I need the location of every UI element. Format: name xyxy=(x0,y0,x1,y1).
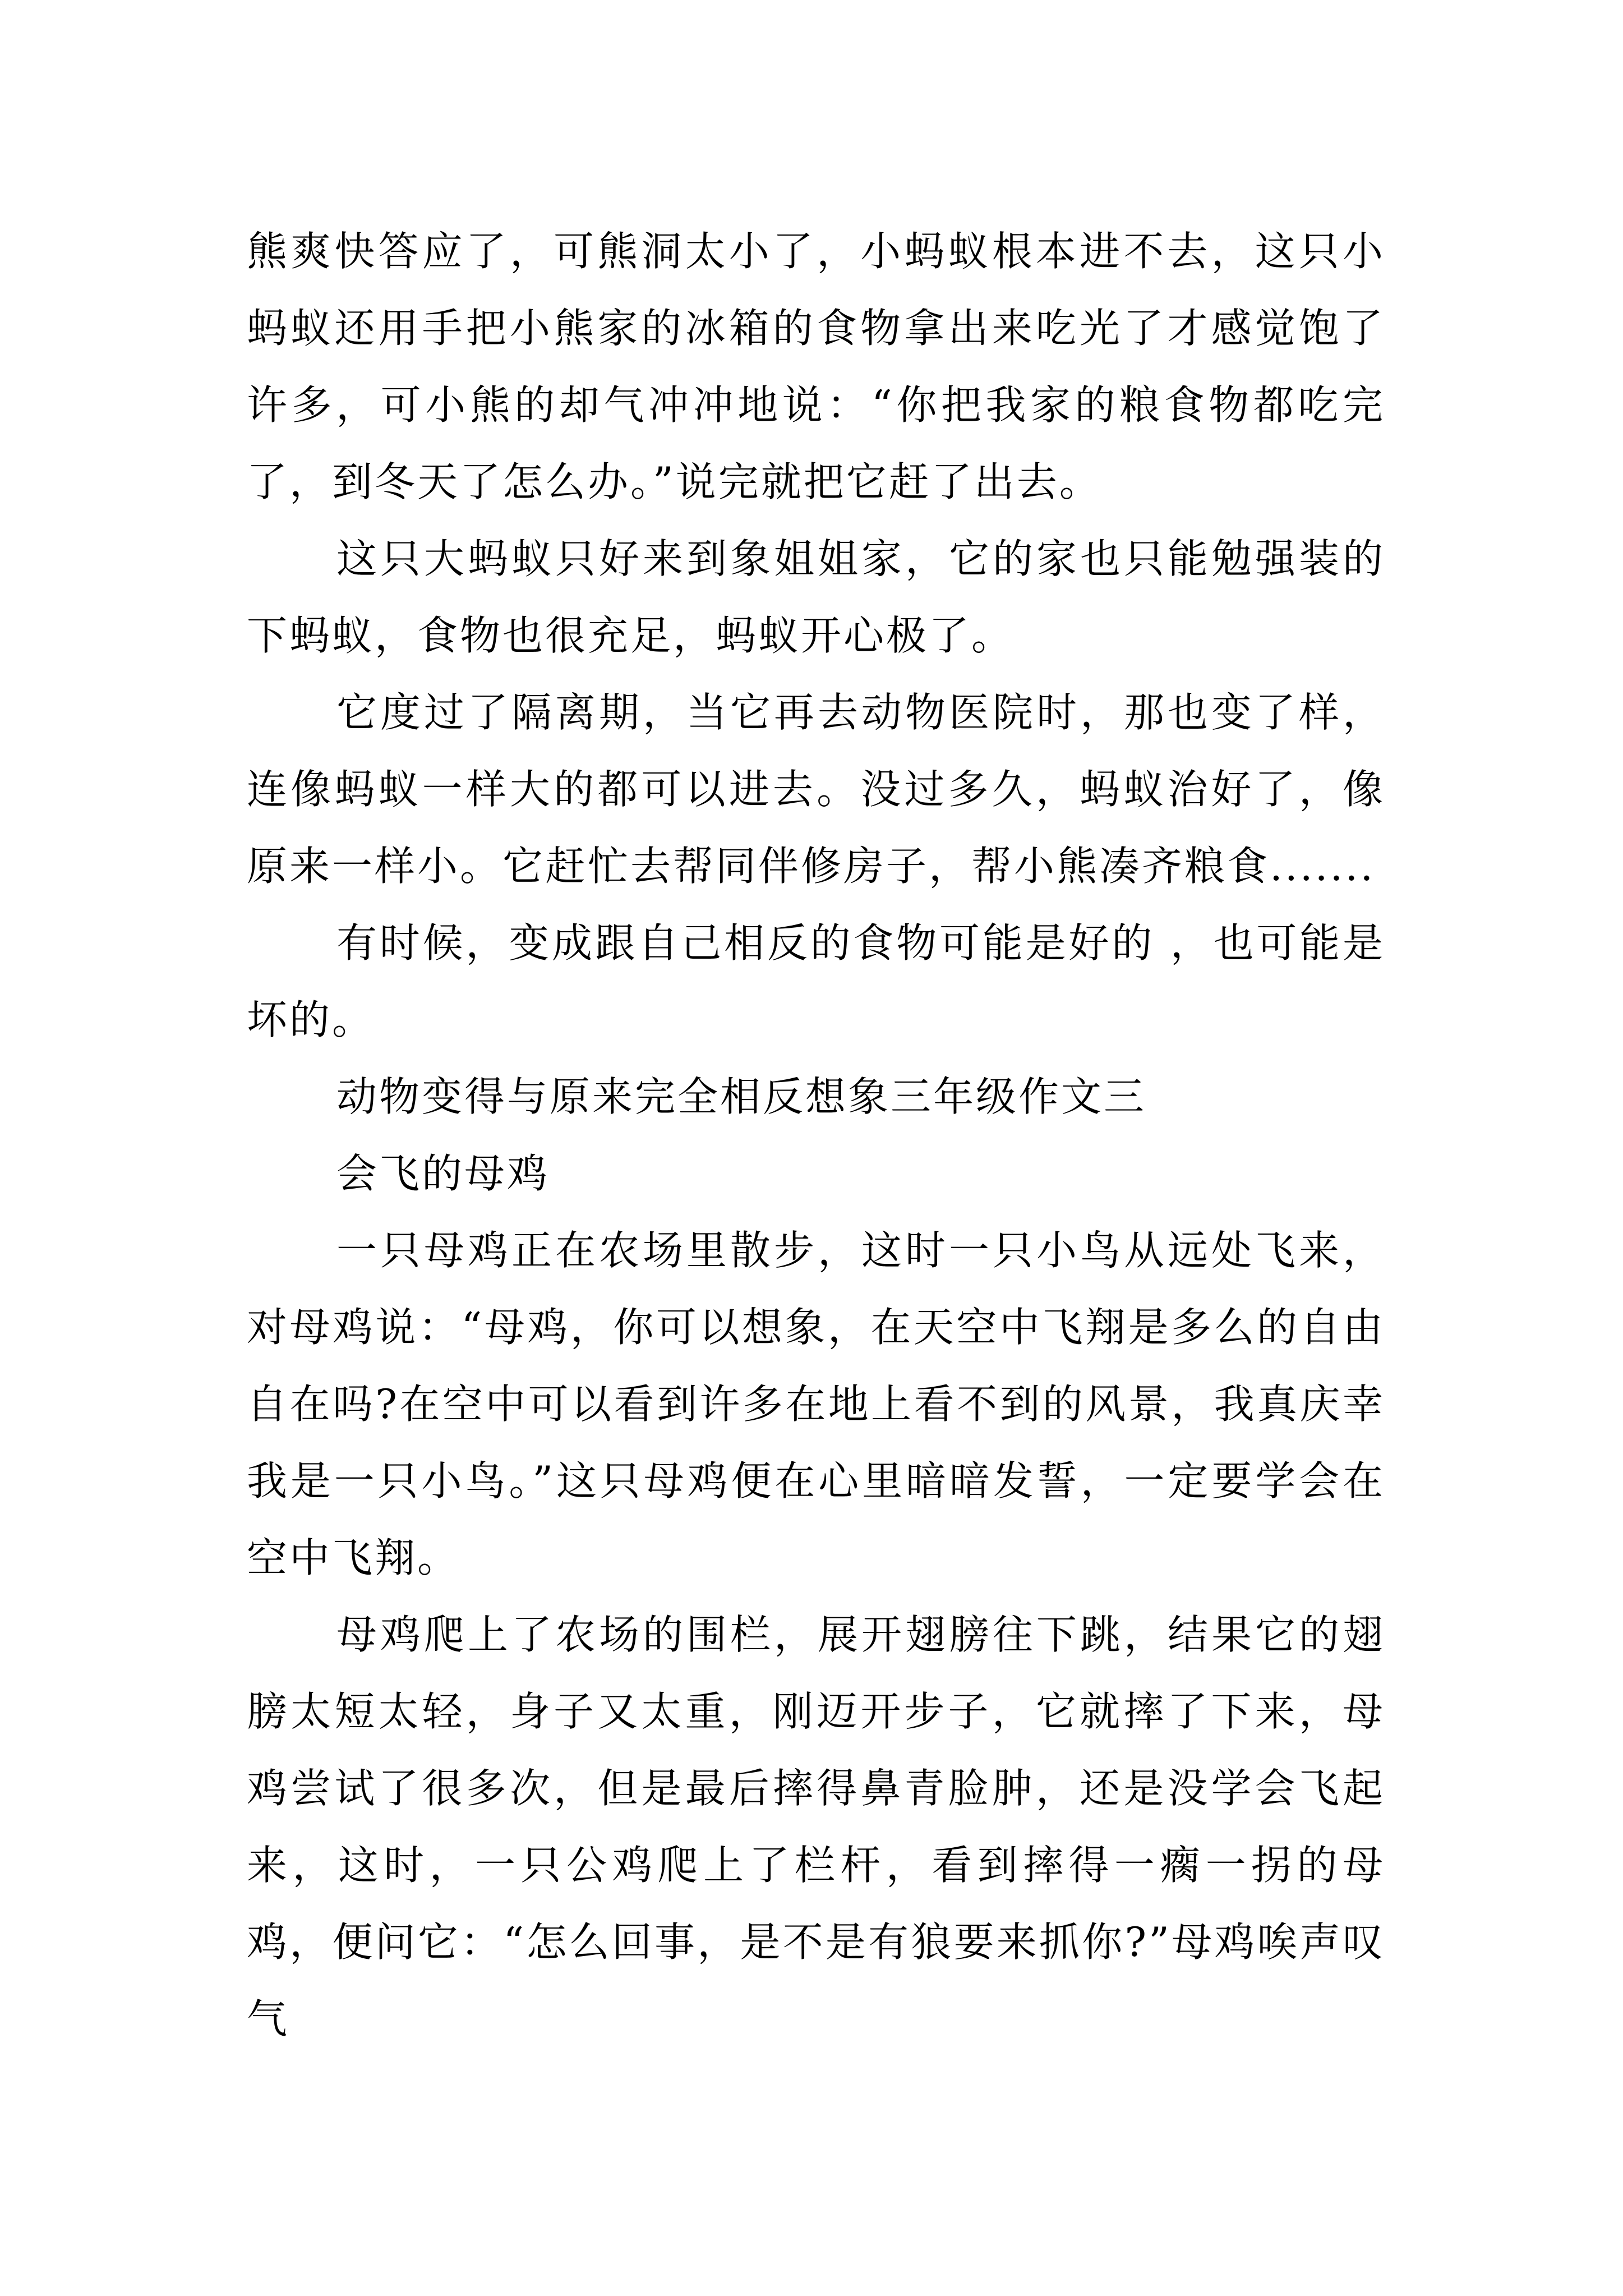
paragraph: 熊爽快答应了，可熊洞太小了，小蚂蚁根本进不去，这只小蚂蚁还用手把小熊家的冰箱的食物拿出来吃光了才感觉饱了许多，可小熊的却气冲冲地说：“你把我家的粮食物都吃完了，到冬天了怎么办。”说完就把它赶了出去。 xyxy=(247,228,1385,505)
paragraph: 一只母鸡正在农场里散步，这时一只小鸟从远处飞来，对母鸡说：“母鸡，你可以想象，在天空中飞翔是多么的自由自在吗?在空中可以看到许多在地上看不到的风景，我真庆幸我是一只小鸟。”这只母鸡便在心里暗暗发誓，一定要学会在空中飞翔。 xyxy=(247,1227,1385,1581)
paragraph: 它度过了隔离期，当它再去动物医院时，那也变了样，连像蚂蚁一样大的都可以进去。没过多久，蚂蚁治好了，像原来一样小。它赶忙去帮同伴修房子，帮小熊凑齐粮食....... xyxy=(247,689,1385,890)
section-heading: 动物变得与原来完全相反想象三年级作文三 xyxy=(336,1073,1147,1120)
story-title: 会飞的母鸡 xyxy=(336,1150,550,1197)
paragraph: 这只大蚂蚁只好来到象姐姐家，它的家也只能勉强装的下蚂蚁，食物也很充足，蚂蚁开心极了。 xyxy=(247,535,1385,659)
paragraph: 有时候，变成跟自己相反的食物可能是好的 ，也可能是坏的。 xyxy=(247,919,1385,1043)
document-body xyxy=(247,213,1385,2058)
paragraph: 母鸡爬上了农场的围栏，展开翅膀往下跳，结果它的翅膀太短太轻，身子又太重，刚迈开步子，它就摔了下来，母鸡尝试了很多次，但是最后摔得鼻青脸肿，还是没学会飞起来，这时，一只公鸡爬上了栏杆，看到摔得一瘸一拐的母鸡，便问它：“怎么回事，是不是有狼要来抓你?”母鸡唉声叹气 xyxy=(247,1611,1385,2042)
